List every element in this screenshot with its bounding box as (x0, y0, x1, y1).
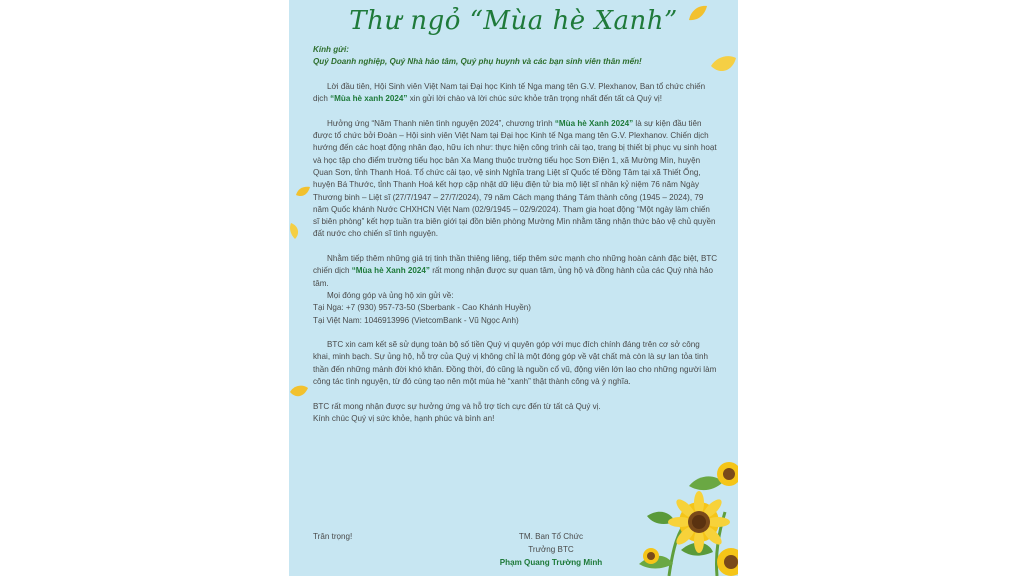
yellow-petal-icon (295, 185, 311, 199)
page-title: Thư ngỏ “Mùa hè Xanh” (349, 6, 678, 36)
yellow-petal-icon (289, 222, 301, 240)
paragraph-hope: BTC rất mong nhận được sự hưởng ứng và hỗ trợ tích cực đến từ tất cả Quý vị. (313, 401, 601, 411)
paragraph-commitment: BTC xin cam kết sẽ sử dụng toàn bộ số tiền Quý vị quyên góp với mục đích chính đáng trên cơ sở công khai, minh bạch. Sự ủng hộ, hỗ trợ của Quý vị không chỉ là một đóng góp về vật chất mà còn là sự lan tỏa tinh thần đến những mảnh đời khó khăn. Đồng thời, đó cũng là nguồn cổ vũ, động viên lớn lao cho những người làm công tác tình nguyện, từ đó cùng tạo nên một mùa hè “xanh” thật thành công và ý nghĩa. (313, 340, 717, 387)
letter-page (289, 0, 738, 576)
donation-intro: Mọi đóng góp và ủng hộ xin gửi về: (327, 290, 454, 300)
donation-russia: Tại Nga: +7 (930) 957-73-50 (Sberbank - Cao Khánh Huyền) (313, 303, 531, 313)
on-behalf: TM. Ban Tổ Chức (518, 532, 584, 541)
paragraph-program: Hưởng ứng “Năm Thanh niên tình nguyện 2024”, chương trình “Mùa hè Xanh 2024” là sự kiện đầu tiên được tổ chức bởi Đoàn – Hội sinh viên Việt Nam tại Đại học Kinh tế Nga mang tên G.V. Plexhanov. Chiến dịch hướng đến các hoạt động nhân đạo, hữu ích như: thực hiện công trình cải tạo, trang bị thiết bị phục vụ sinh hoạt và học tập cho điểm trường tiểu học bản Xa Mang thuộc trường tiểu học Sơn Điện 1, xã Mường Mìn, huyện Quan Sơn, tỉnh Thanh Hoá. Tổ chức cải tạo, vệ sinh Nghĩa trang Liệt sĩ Quốc tế Đồng Tâm tại xã Thiết Ống, huyện Bá Thước, tỉnh Thanh Hoá kết hợp cập nhật dữ liệu điện tử bia mộ liệt sĩ nhân kỷ niệm 76 năm Ngày Thương binh – Liệt sĩ (27/7/1947 – 27/7/2024), 79 năm Cách mạng tháng Tám thành công (1945 – 2024), 79 năm Quốc khánh Nước CHXHCN Việt Nam (02/9/1945 – 02/9/2024). Tham gia hoạt động “Một ngày làm chiến sĩ biên phòng” kết hợp tuần tra biên giới tại đồn biên phòng Mường Mìn nhằm tăng nhận thức bảo vệ chủ quyền đất nước cho chiến sĩ tình nguyện. (313, 118, 717, 239)
position: Trưởng BTC (528, 545, 574, 554)
paragraph-intro: Lời đầu tiên, Hội Sinh viên Việt Nam tại Đại học Kinh tế Nga mang tên G.V. Plexhanov, Ban tổ chức chiến dịch “Mùa hè xanh 2024” xin gửi lời chào và lời chúc sức khỏe trân trọng nhất đến tất cả Quý vị! (313, 81, 706, 104)
signature-right (491, 530, 611, 569)
signer-name: Phạm Quang Trường Minh (499, 558, 603, 567)
closing-text: Trân trọng! (313, 532, 353, 541)
greeting-line-2: Quý Doanh nghiệp, Quý Nhà hảo tâm, Quý phụ huynh và các bạn sinh viên thân mến! (313, 57, 642, 67)
donation-vietnam: Tại Việt Nam: 1046913996 (VietcomBank - Vũ Ngọc Anh) (313, 315, 519, 325)
paragraph-wishes: Kính chúc Quý vị sức khỏe, hạnh phúc và bình an! (313, 413, 495, 423)
letter-content (313, 44, 718, 425)
greeting-line-1: Kính gửi: (313, 45, 349, 54)
sunflower-icon (629, 452, 738, 576)
yellow-petal-icon (289, 384, 309, 400)
paragraph-appeal: Nhằm tiếp thêm những giá trị tinh thần thiêng liêng, tiếp thêm sức mạnh cho những hoàn cảnh đặc biệt, BTC chiến dịch “Mùa hè Xanh 2024” rất mong nhận được sự quan tâm, ủng hộ và đồng hành của các Quý nhà hảo tâm. (313, 254, 718, 288)
